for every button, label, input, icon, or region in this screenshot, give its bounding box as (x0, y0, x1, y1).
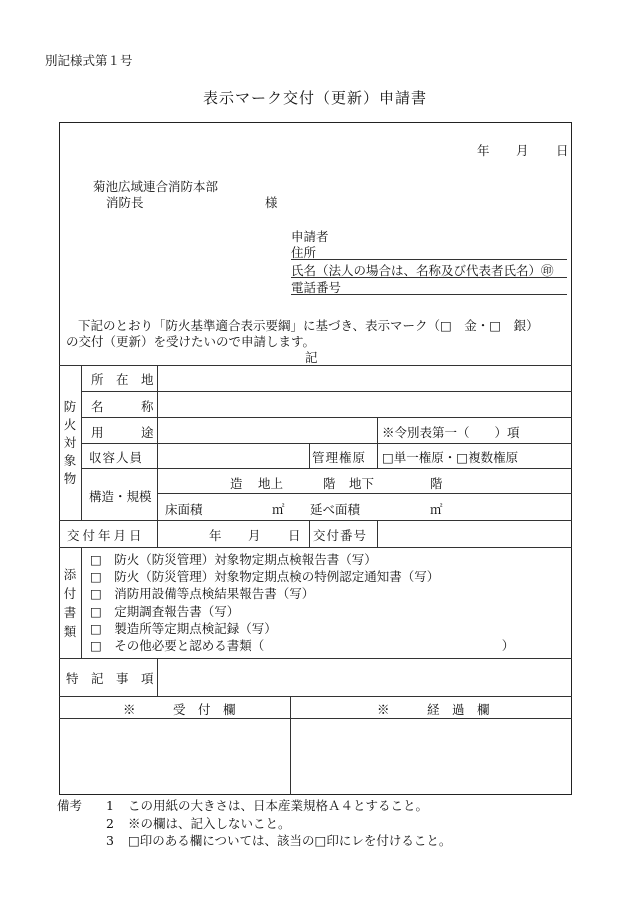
col-line (290, 696, 291, 795)
location-label: 所 在 地 (91, 372, 154, 387)
attachment-item-4[interactable]: □ 定期調査報告書（写） (90, 603, 240, 619)
issue-date-label: 交付年月日 (67, 528, 145, 543)
attachment-item-6[interactable]: □ その他必要と認める書類（ ） (90, 638, 515, 654)
side-char: 書 (63, 604, 77, 620)
note-text-2: ※の欄は、記入しないこと。 (128, 816, 291, 831)
note-text-3: □印のある欄については、該当の□印にレを付けること。 (128, 833, 452, 848)
row-line (157, 493, 572, 494)
structure-floors-1: 階 (323, 476, 336, 491)
row-line (59, 658, 572, 659)
row-line (59, 718, 572, 719)
side-char: 類 (63, 623, 77, 639)
row-line (59, 696, 572, 697)
side-char: 物 (63, 470, 77, 486)
date-year: 年 (477, 143, 490, 158)
addressee-honorific: 様 (265, 195, 278, 210)
side-char: 対 (63, 434, 77, 450)
total-area-label: 延べ面積 (310, 502, 361, 517)
applicant-name-label: 氏名（法人の場合は、名称及び代表者氏名）㊞ (291, 263, 554, 278)
row-line (81, 468, 572, 469)
intro-line-2: の交付（更新）を受けたいので申請します。 (66, 334, 316, 349)
progress-header: ※ 経 過 欄 (377, 702, 490, 717)
notes-label: 備考 (57, 798, 83, 813)
structure-below: 地下 (349, 476, 375, 491)
row-line (81, 417, 572, 418)
col-line (377, 520, 378, 547)
authority-label: 管理権原 (312, 450, 367, 465)
authority-options[interactable]: □単一権原・□複数権原 (382, 450, 519, 465)
date-month: 月 (516, 143, 529, 158)
floor-area-label: 床面積 (165, 502, 203, 517)
col-line (377, 417, 378, 468)
issue-number-label: 交付番号 (313, 528, 368, 543)
structure-label: 構造・規模 (89, 489, 152, 504)
total-area-unit: ㎡ (430, 502, 443, 517)
applicant-heading: 申請者 (291, 229, 329, 244)
side-char: 火 (63, 416, 77, 432)
issue-month: 月 (248, 528, 261, 543)
attachment-item-3[interactable]: □ 消防用設備等点検結果報告書（写） (90, 586, 315, 602)
note-num-2: 2 (106, 816, 114, 831)
use-note: ※令別表第一（ ）項 (382, 425, 520, 440)
col-line (81, 365, 82, 520)
row-line (81, 391, 572, 392)
note-num-1: 1 (106, 798, 114, 813)
structure-floors-2: 階 (430, 476, 443, 491)
building-side-label (59, 365, 81, 520)
applicant-phone-line (291, 294, 567, 295)
addressee-org: 菊池広域連合消防本部 (93, 179, 219, 194)
applicant-phone-label: 電話番号 (291, 280, 342, 295)
ki-label: 記 (305, 350, 318, 365)
applicant-address-label: 住所 (291, 245, 317, 260)
structure-above: 地上 (258, 476, 284, 491)
attachment-item-2[interactable]: □ 防火（防災管理）対象物定期点検の特例認定通知書（写） (90, 569, 440, 585)
form-number: 別記様式第１号 (45, 53, 133, 68)
date-day: 日 (556, 143, 569, 158)
side-char: 防 (63, 398, 77, 414)
attachment-item[interactable] (90, 551, 514, 654)
page-title: 表示マーク交付（更新）申請書 (202, 89, 427, 107)
special-remarks-label: 特 記 事 項 (66, 671, 154, 686)
intro-line-1: 下記のとおり「防火基準適合表示要綱」に基づき、表示マーク（□ 金・□ 銀） (78, 318, 539, 333)
col-line (309, 520, 310, 547)
issue-year: 年 (209, 528, 222, 543)
col-line (81, 547, 82, 658)
side-char: 添 (63, 566, 77, 582)
capacity-label: 収容人員 (89, 450, 144, 465)
col-line (157, 365, 158, 547)
issue-day: 日 (288, 528, 301, 543)
side-char: 象 (63, 452, 77, 468)
applicant-address-line (291, 259, 567, 260)
structure-zo: 造 (230, 476, 243, 491)
row-line (59, 520, 572, 521)
attachments-side-label (59, 547, 81, 658)
row-line (81, 443, 572, 444)
table-top-line (59, 365, 572, 366)
row-line (59, 547, 572, 548)
col-line (309, 443, 310, 468)
name-label: 名 称 (91, 399, 154, 414)
col-line (157, 658, 158, 696)
note-num-3: 3 (106, 833, 114, 848)
attachment-item-5[interactable]: □ 製造所等定期点検記録（写） (90, 620, 277, 636)
attachment-item-1[interactable]: □ 防火（防災管理）対象物定期点検報告書（写） (90, 552, 377, 567)
side-char: 付 (63, 585, 77, 601)
use-label: 用 途 (91, 425, 154, 440)
floor-area-unit: ㎡ (272, 502, 285, 517)
note-text-1: この用紙の大きさは、日本産業規格Ａ４とすること。 (128, 798, 429, 813)
addressee-role: 消防長 (106, 195, 144, 210)
receipt-header: ※ 受 付 欄 (123, 702, 236, 717)
